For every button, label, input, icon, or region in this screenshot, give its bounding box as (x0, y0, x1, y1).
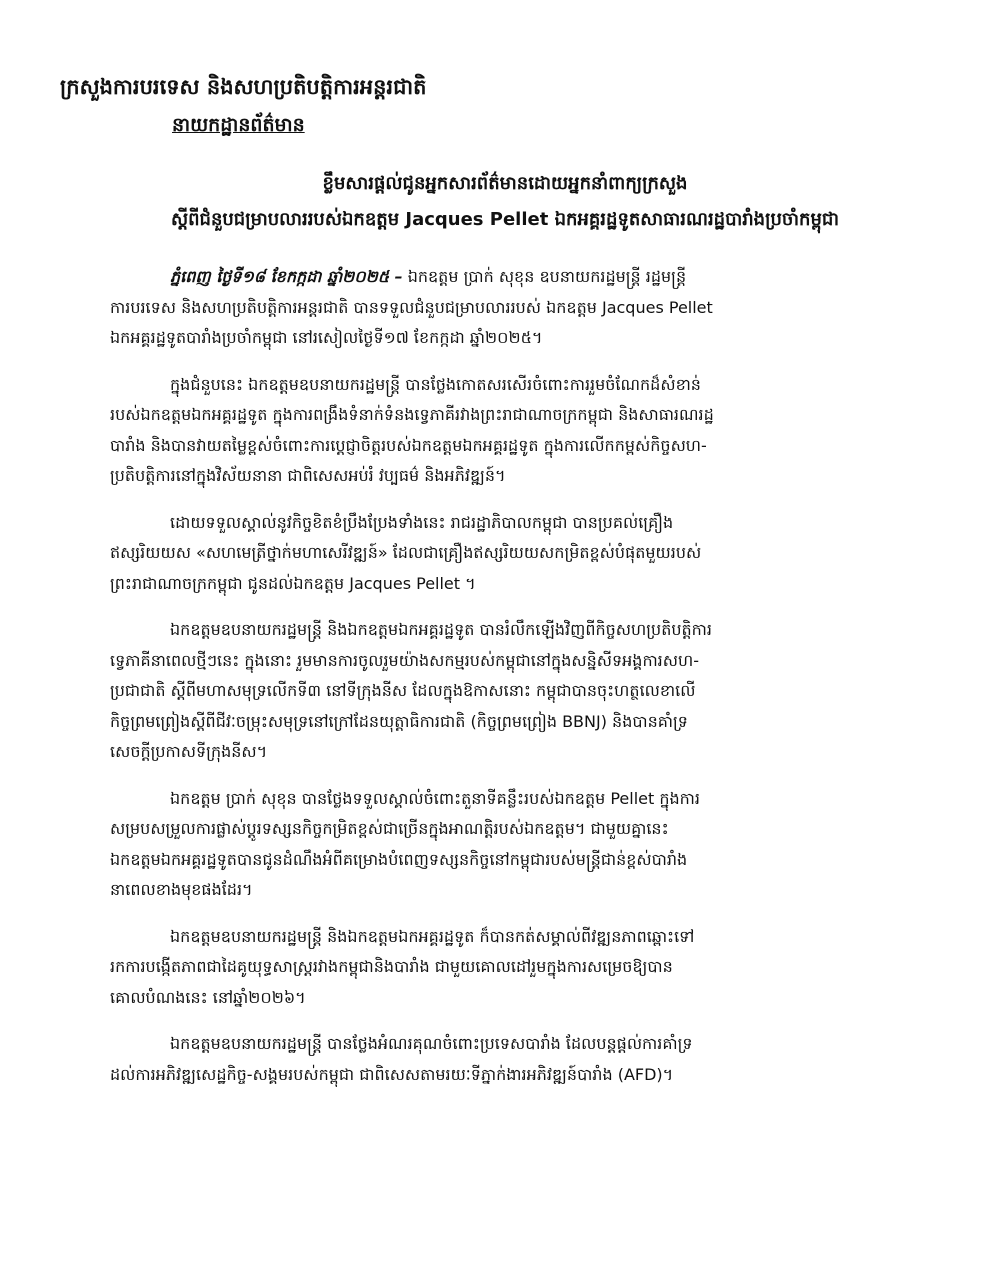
paragraph-line: កិច្ចព្រមព្រៀងស្ដីពីជីវៈចម្រុះសមុទ្រនៅក្រៅដែនយុត្តាធិការជាតិ (កិច្ចព្រមព្រៀង BBNJ) និងបានគាំទ្រ (110, 711, 688, 731)
paragraph-line: ឯកឧត្តមឯកអគ្គរដ្ឋទូតបានជូនដំណឹងអំពីគម្រោងបំពេញទស្សនកិច្ចនៅកម្ពុជារបស់មន្ត្រីជាន់ខ្ពស់បារាំង (110, 849, 688, 869)
paragraph-line: បារាំង និងបានវាយតម្លៃខ្ពស់ចំពោះការប្តេជ្ញាចិត្តរបស់ឯកឧត្តមឯកអគ្គរដ្ឋទូត ក្នុងការលើកកម្ពស់កិច្ចសហ- (110, 435, 707, 455)
paragraph-line: ឥស្សរិយយស «សហមេត្រីថ្នាក់មហាសេរីវឌ្ឍន៍» ដែលជាគ្រឿងឥស្សរិយយសកម្រិតខ្ពស់បំផុតមួយរបស់ (110, 543, 702, 562)
paragraph-line: សម្របសម្រួលការផ្លាស់ប្ដូរទស្សនកិច្ចកម្រិតខ្ពស់ជាច្រើនក្នុងអាណត្តិរបស់ឯកឧត្តម។ ជាមួយគ្នានេះ (110, 819, 669, 838)
paragraph-line: ឯកឧត្តមឧបនាយករដ្ឋមន្ត្រី និងឯកឧត្តមឯកអគ្គរដ្ឋទូត ក៏បានកត់សម្គាល់ពីវឌ្ឍនភាពឆ្ពោះទៅ (170, 926, 695, 946)
paragraph-2 (110, 370, 936, 492)
paragraph-line: របស់ឯកឧត្តមឯកអគ្គរដ្ឋទូត ក្នុងការពង្រឹងទំនាក់ទំនងទ្វេភាគីរវាងព្រះរាជាណាចក្រកម្ពុជា និងសាធារណរដ្ឋ (110, 405, 714, 424)
paragraph-7 (110, 1029, 936, 1090)
paragraph-line: ប្រជាជាតិ ស្ដីពីមហាសមុទ្រលើកទី៣ នៅទីក្រុងនីស ដែលក្នុងឱកាសនោះ កម្ពុជាបានចុះហត្ថលេខាលើ (110, 681, 696, 700)
paragraph-line: ឯកឧត្តមឧបនាយករដ្ឋមន្ត្រី បានថ្លែងអំណរគុណចំពោះប្រទេសបារាំង ដែលបន្តផ្ដល់ការគាំទ្រ (170, 1034, 693, 1053)
paragraph-line: ដោយទទួលស្គាល់នូវកិច្ចខិតខំប្រឹងប្រែងទាំងនេះ រាជរដ្ឋាភិបាលកម្ពុជា បានប្រគល់គ្រឿង (170, 512, 674, 532)
paragraph-line: រកការបង្កើតភាពជាដៃគូយុទ្ធសាស្ត្ររវាងកម្ពុជានិងបារាំង ជាមួយគោលដៅរួមក្នុងការសម្រេចឱ្យបាន (110, 957, 673, 976)
paragraph-5 (110, 784, 936, 906)
title-line-2: ស្ដីពីជំនួបជម្រាបលាររបស់ឯកឧត្តម Jacques Pellet ឯកអគ្គរដ្ឋទូតសាធារណរដ្ឋបារាំងប្រចាំកម្ពុជា (170, 209, 840, 230)
paragraph-6 (110, 922, 936, 1014)
paragraph-line: គោលបំណងនេះ នៅឆ្នាំ២០២៦។ (110, 987, 306, 1007)
paragraph-line: ការបរទេស និងសហប្រតិបត្តិការអន្តរជាតិ បានទទួលជំនួបជម្រាបលាររបស់ ឯកឧត្តម Jacques Pellet (110, 297, 713, 317)
paragraph-4 (110, 615, 936, 768)
document-title (60, 166, 950, 238)
document-body (110, 262, 936, 1106)
paragraph-3 (110, 508, 936, 600)
paragraph-line: សេចក្ដីប្រកាសទីក្រុងនីស។ (110, 742, 268, 761)
paragraph-line: ឯកឧត្តមឧបនាយករដ្ឋមន្ត្រី និងឯកឧត្តមឯកអគ្គរដ្ឋទូត បានរំលឹកឡើងវិញពីកិច្ចសហប្រតិបត្តិការ (170, 620, 712, 639)
department-name: នាយកដ្ឋានព័ត៌មាន (172, 114, 305, 136)
paragraph-1 (110, 262, 936, 354)
paragraph-line: ដល់ការអភិវឌ្ឍសេដ្ឋកិច្ច-សង្គមរបស់កម្ពុជា ជាពិសេសតាមរយៈទីភ្នាក់ងារអភិវឌ្ឍន៍បារាំង (AFD)។ (110, 1064, 674, 1084)
paragraph-text: ឯកឧត្តម ប្រាក់ សុខុន ឧបនាយករដ្ឋមន្ត្រី រដ្ឋមន្ត្រី (402, 267, 687, 286)
paragraph-line: ព្រះរាជាណាចក្រកម្ពុជា ជូនដល់ឯកឧត្តម Jacques Pellet ។ (110, 573, 476, 593)
dateline: ភ្នំពេញ ថ្ងៃទី១៨ ខែកក្កដា ឆ្នាំ២០២៥ – (170, 267, 403, 286)
paragraph-line: នាពេលខាងមុខផងដែរ។ (110, 880, 253, 899)
paragraph-line: ទ្វេភាគីនាពេលថ្មីៗនេះ ក្នុងនោះ រួមមានការចូលរួមយ៉ាងសកម្មរបស់កម្ពុជានៅក្នុងសន្និសីទអង្គការសហ- (110, 650, 699, 670)
paragraph-line: ប្រតិបត្តិការនៅក្នុងវិស័យនានា ជាពិសេសអប់រំ វប្បធម៌ និងអភិវឌ្ឍន៍។ (110, 466, 506, 485)
ministry-name: ក្រសួងការបរទេស និងសហប្រតិបត្តិការអន្តរជាតិ (60, 75, 427, 99)
paragraph-line (110, 262, 936, 293)
paragraph-line: ឯកឧត្តម ប្រាក់ សុខុន បានថ្លែងទទួលស្គាល់ចំពោះតួនាទីគន្លឹះរបស់ឯកឧត្តម Pellet ក្នុងការ (170, 788, 700, 808)
paragraph-line: ឯកអគ្គរដ្ឋទូតបារាំងប្រចាំកម្ពុជា នៅរសៀលថ្ងៃទី១៧ ខែកក្កដា ឆ្នាំ២០២៥។ (110, 328, 543, 347)
paragraph-line: ក្នុងជំនួបនេះ ឯកឧត្តមឧបនាយករដ្ឋមន្ត្រី បានថ្លែងកោតសរសើរចំពោះការរួមចំណែកដ៏សំខាន់ (170, 374, 701, 394)
title-line-1: ខ្លឹមសារផ្ដល់ជូនអ្នកសារព័ត៌មានដោយអ្នកនាំពាក្យក្រសួង (322, 173, 688, 194)
